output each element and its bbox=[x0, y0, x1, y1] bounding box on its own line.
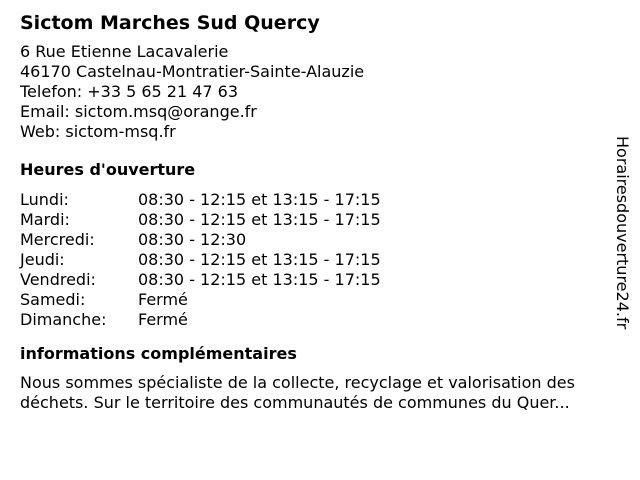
site-watermark bbox=[612, 136, 632, 346]
hours-day: Samedi: bbox=[20, 290, 86, 309]
hours-row-friday bbox=[20, 270, 620, 290]
hours-day: Mercredi: bbox=[20, 230, 95, 249]
hours-time: 08:30 - 12:15 et 13:15 - 17:15 bbox=[138, 210, 381, 229]
hours-row-thursday bbox=[20, 250, 620, 270]
opening-hours-table bbox=[20, 190, 620, 330]
opening-hours-heading: Heures d'ouverture bbox=[20, 160, 196, 179]
phone-line[interactable]: Telefon: +33 5 65 21 47 63 bbox=[20, 82, 239, 101]
hours-row-wednesday bbox=[20, 230, 620, 250]
hours-row-tuesday bbox=[20, 210, 620, 230]
additional-info-heading: informations complémentaires bbox=[20, 344, 297, 363]
hours-time: 08:30 - 12:15 et 13:15 - 17:15 bbox=[138, 270, 381, 289]
hours-day: Jeudi: bbox=[20, 250, 65, 269]
hours-day: Vendredi: bbox=[20, 270, 96, 289]
hours-day: Mardi: bbox=[20, 210, 70, 229]
address-street: 6 Rue Etienne Lacavalerie bbox=[20, 42, 229, 61]
business-card bbox=[20, 10, 620, 413]
hours-day: Dimanche: bbox=[20, 310, 107, 329]
hours-time: 08:30 - 12:30 bbox=[138, 230, 247, 249]
hours-row-sunday bbox=[20, 310, 620, 330]
email-line[interactable]: Email: sictom.msq@orange.fr bbox=[20, 102, 257, 121]
hours-time: 08:30 - 12:15 et 13:15 - 17:15 bbox=[138, 250, 381, 269]
hours-time: 08:30 - 12:15 et 13:15 - 17:15 bbox=[138, 190, 381, 209]
hours-row-saturday bbox=[20, 290, 620, 310]
additional-info-text: Nous sommes spécialiste de la collecte, recyclage et valorisation des déchets. Sur le territoire des communautés de communes du Quer... bbox=[20, 373, 575, 412]
hours-time: Fermé bbox=[138, 310, 188, 329]
hours-time: Fermé bbox=[138, 290, 188, 309]
address-city: 46170 Castelnau-Montratier-Sainte-Alauzie bbox=[20, 62, 365, 81]
hours-row-monday bbox=[20, 190, 620, 210]
web-line[interactable]: Web: sictom-msq.fr bbox=[20, 122, 176, 141]
hours-day: Lundi: bbox=[20, 190, 69, 209]
business-name: Sictom Marches Sud Quercy bbox=[20, 12, 320, 34]
watermark-text: Horairesdouverture24.fr bbox=[613, 136, 632, 330]
